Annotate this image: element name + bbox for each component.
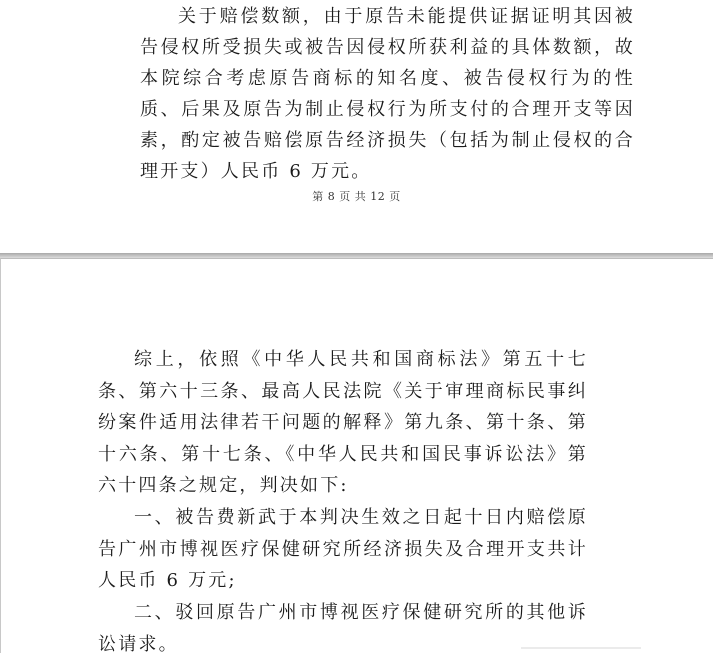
ruling-item-2: 二、驳回原告广州市博视医疗保健研究所的其他诉讼请求。 (98, 602, 588, 653)
scan-artifact (521, 647, 641, 649)
ruling-item-1: 一、被告费新武于本判决生效之日起十日内赔偿原告广州市博视医疗保健研究所经济损失及合理开支共计人民币 6 万元; (98, 507, 588, 591)
document-page-9 (0, 258, 713, 653)
page-number: 第 8 页 共 12 页 (312, 190, 401, 203)
document-page-8 (0, 0, 713, 254)
conclusion-paragraph: 综上，依照《中华人民共和国商标法》第五十七条、第六十三条、最高人民法院《关于审理商标民事纠纷案件适用法律若干问题的解释》第九条、第十条、第十六条、第十七条、《中华人民共和国民事诉讼法》第六十四条之规定，判决如下: (98, 349, 588, 496)
compensation-paragraph: 关于赔偿数额，由于原告未能提供证据证明其因被告侵权所受损失或被告因侵权所获利益的具体数额，故本院综合考虑原告商标的知名度、被告侵权行为的性质、后果及原告为制止侵权行为所支付的合理开支等因素，酌定被告赔偿原告经济损失（包括为制止侵权的合理开支）人民币 6 万元。 (140, 6, 635, 182)
